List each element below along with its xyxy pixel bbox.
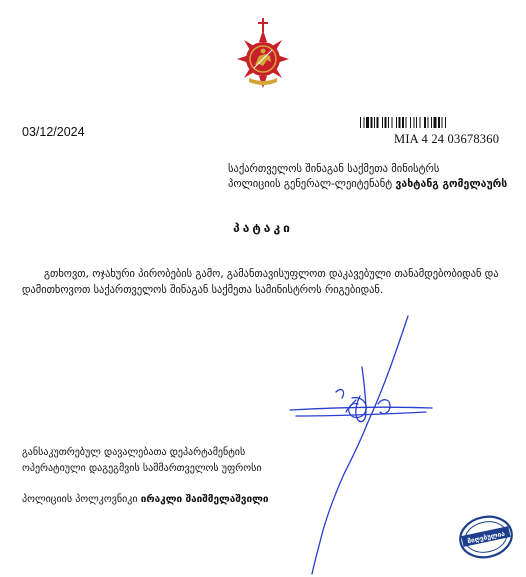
- addressee-line-1: საქართველოს შინაგან საქმეთა მინისტრს: [228, 163, 440, 175]
- signatory-department: განსაკუთრებულ დავალებათა დეპარტამენტის: [22, 447, 246, 458]
- document-number: MIA 4 24 03678360: [394, 132, 500, 146]
- barcode-icon: [360, 117, 510, 128]
- handwritten-signature: [286, 312, 436, 577]
- stamp-icon: [456, 514, 516, 560]
- police-emblem-icon: [237, 18, 289, 90]
- signatory-position: ოპერატიული დაგეგმვის სამმართველოს უფროსი: [22, 463, 262, 474]
- addressee-rank: პოლიციის გენერალ-ლეიტენანტ: [228, 178, 396, 190]
- signatory-name-line: [22, 494, 269, 505]
- body-line-2: დამითხოვოთ საქართველოს შინაგან საქმეთა სამინისტროს რიგებიდან.: [22, 284, 384, 296]
- addressee-line-2: [228, 178, 507, 190]
- body-line-1: გთხოვთ, ოჯახური პირობების გამო, გამანთავისუფლოთ დაკავებული თანამდებობიდან და: [44, 268, 499, 280]
- signatory-name: ირაკლი შაიშმელაშვილი: [140, 494, 269, 505]
- document-date: 03/12/2024: [22, 125, 85, 139]
- signatory-rank: პოლიციის პოლკოვნიკი: [22, 494, 141, 505]
- addressee-name: ვახტანგ გომელაურს: [395, 178, 508, 190]
- document-title: პატაკი: [233, 221, 293, 235]
- stamp-text: მიღებულია: [466, 529, 506, 546]
